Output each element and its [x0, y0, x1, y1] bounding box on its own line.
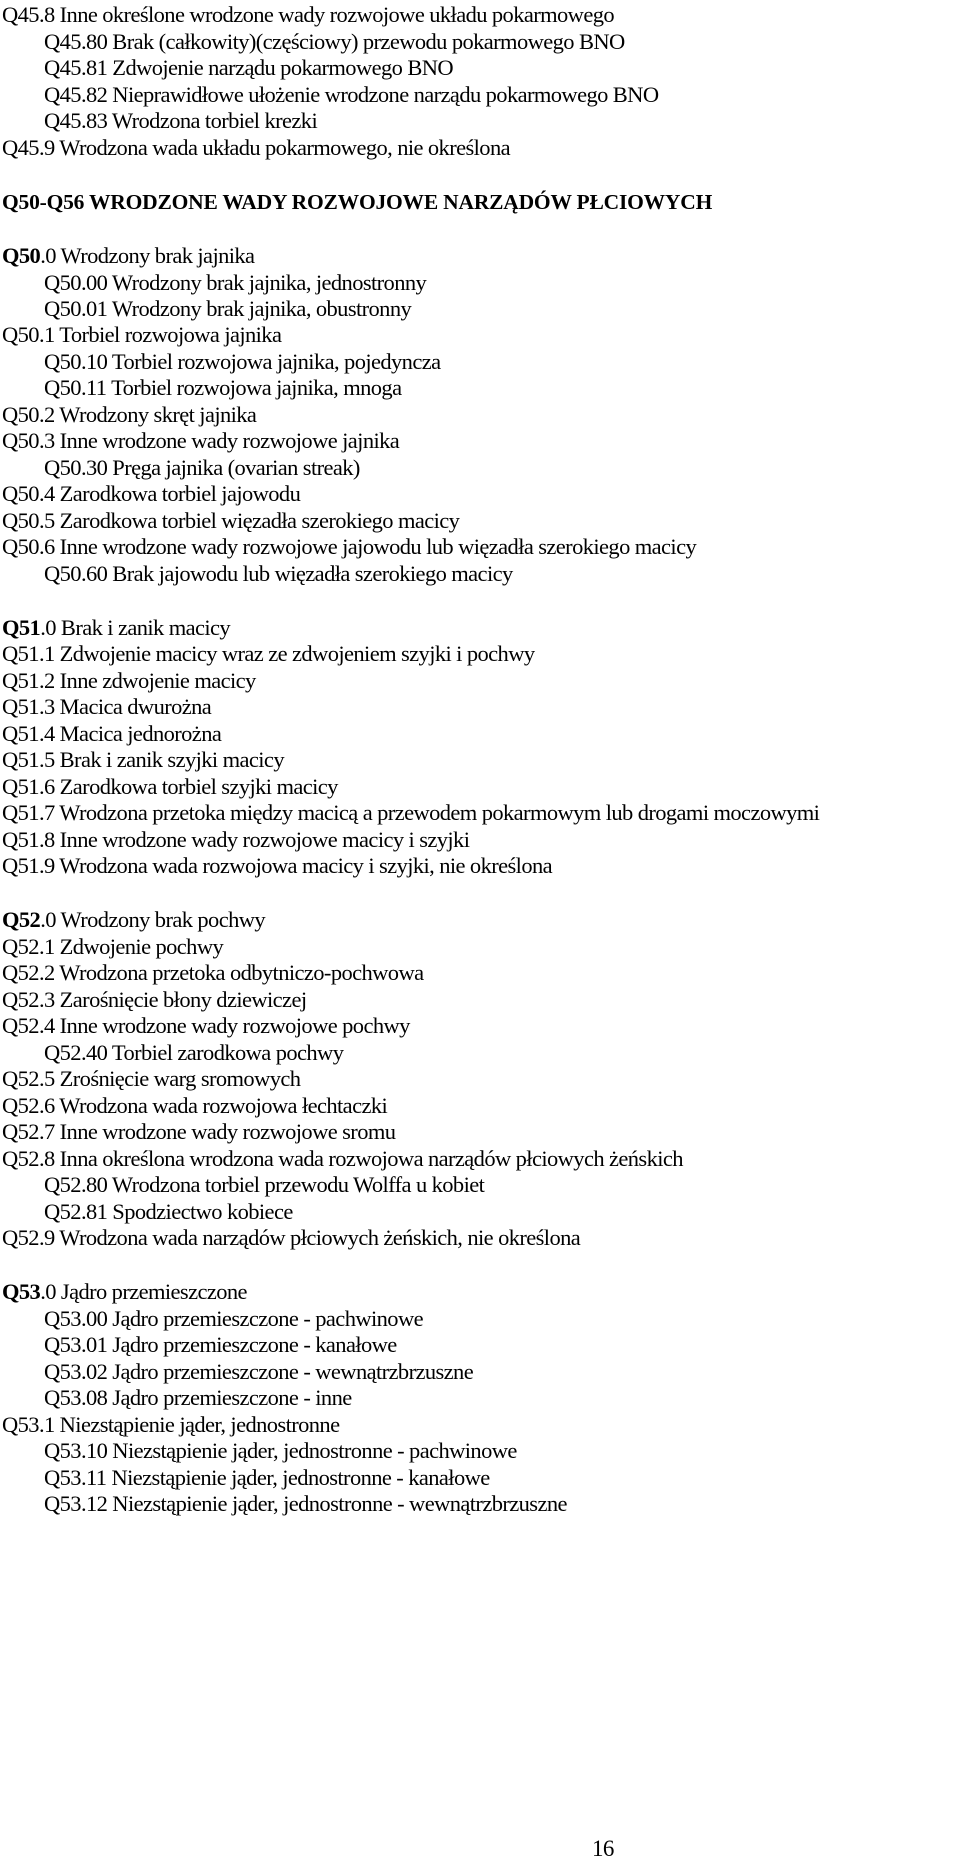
entry-code: Q50.11	[44, 375, 107, 400]
entry-code: Q50.5	[2, 508, 55, 533]
entry-description: Spodziectwo kobiece	[107, 1199, 293, 1224]
entry-code: Q53.12	[44, 1491, 108, 1516]
entry-description: Zdwojenie macicy wraz ze zdwojeniem szyjki i pochwy	[54, 641, 535, 666]
entry-code: Q50.30	[44, 455, 108, 480]
entry-code: Q53.1	[2, 1412, 55, 1437]
entry-code: Q53.08	[44, 1385, 108, 1410]
entry-description: Wrodzona torbiel krezki	[107, 108, 318, 133]
subcode-entry	[44, 373, 401, 403]
entry-code: Q52.6	[2, 1093, 55, 1118]
entry-code: Q51.8	[2, 827, 55, 852]
entry-code: Q51.7	[2, 800, 55, 825]
entry-description: Torbiel rozwojowa jajnika, mnoga	[106, 375, 402, 400]
entry-code: Q45.83	[44, 108, 108, 133]
entry-code: Q50.00	[44, 270, 108, 295]
entry-description: Brak i zanik macicy	[55, 615, 231, 640]
entry-description: Brak (całkowity)(częściowy) przewodu pokarmowego BNO	[107, 29, 625, 54]
code-entry	[2, 1117, 395, 1147]
code-entry	[2, 1011, 410, 1041]
code-entry	[2, 0, 614, 30]
entry-code: Q53.11	[44, 1465, 107, 1490]
entry-description: Jądro przemieszczone - wewnątrzbrzuszne	[107, 1359, 474, 1384]
entry-code: Q52.3	[2, 987, 55, 1012]
entry-description: Wrodzona wada układu pokarmowego, nie określona	[54, 135, 510, 160]
entry-code: Q53.00	[44, 1306, 108, 1331]
entry-description: Brak i zanik szyjki macicy	[54, 747, 284, 772]
code-entry	[2, 905, 265, 935]
entry-code: Q50.01	[44, 296, 108, 321]
entry-code: Q52.7	[2, 1119, 55, 1144]
entry-description: Zdwojenie pochwy	[54, 934, 224, 959]
entry-code: Q52.1	[2, 934, 55, 959]
entry-description: Wrodzony skręt jajnika	[54, 402, 257, 427]
entry-code: Q50.4	[2, 481, 55, 506]
entry-description: Inne wrodzone wady rozwojowe sromu	[54, 1119, 396, 1144]
entry-description: Wrodzona przetoka między macicą a przewodem pokarmowym lub drogami moczowymi	[54, 800, 820, 825]
subcode-entry	[44, 1489, 567, 1519]
section-heading: Q50-Q56 WRODZONE WADY ROZWOJOWE NARZĄDÓW PŁCIOWYCH	[2, 190, 713, 214]
entry-description: Jądro przemieszczone - kanałowe	[107, 1332, 397, 1357]
entry-code: Q52.9	[2, 1225, 55, 1250]
entry-code: Q51.9	[2, 853, 55, 878]
entry-code: Q50	[2, 243, 41, 268]
entry-code: Q51.2	[2, 668, 55, 693]
code-entry	[2, 1064, 300, 1094]
entry-code-suffix: .0	[40, 243, 56, 268]
entry-description: Wrodzona wada rozwojowa macicy i szyjki, nie określona	[54, 853, 553, 878]
entry-description: Inne wrodzone wady rozwojowe jajnika	[54, 428, 400, 453]
entry-description: Wrodzony brak pochwy	[55, 907, 266, 932]
entry-description: Zarośnięcie błony dziewiczej	[54, 987, 307, 1012]
entry-description: Pręga jajnika (ovarian streak)	[107, 455, 360, 480]
entry-description: Zarodkowa torbiel jajowodu	[54, 481, 301, 506]
subcode-entry	[44, 559, 513, 589]
entry-description: Inne zdwojenie macicy	[54, 668, 256, 693]
entry-code: Q52.81	[44, 1199, 108, 1224]
entry-description: Niezstąpienie jąder, jednostronne - kanałowe	[106, 1465, 490, 1490]
entry-code: Q51.1	[2, 641, 55, 666]
entry-description: Niezstąpienie jąder, jednostronne - wewnątrzbrzuszne	[107, 1491, 567, 1516]
code-entry	[2, 241, 254, 271]
entry-description: Jądro przemieszczone - inne	[107, 1385, 352, 1410]
entry-code: Q45.80	[44, 29, 108, 54]
code-entry	[2, 532, 696, 562]
entry-code: Q52.5	[2, 1066, 55, 1091]
entry-code: Q45.9	[2, 135, 55, 160]
entry-description: Inne określone wrodzone wady rozwojowe układu pokarmowego	[54, 2, 615, 27]
entry-code: Q45.82	[44, 82, 108, 107]
entry-description: Wrodzony brak jajnika	[55, 243, 255, 268]
entry-description: Inna określona wrodzona wada rozwojowa narządów płciowych żeńskich	[54, 1146, 683, 1171]
entry-code-suffix: .0	[40, 907, 56, 932]
entry-description: Macica dwurożna	[54, 694, 212, 719]
entry-description: Wrodzona torbiel przewodu Wolffa u kobiet	[107, 1172, 485, 1197]
entry-description: Torbiel zarodkowa pochwy	[107, 1040, 344, 1065]
entry-code: Q52.4	[2, 1013, 55, 1038]
entry-description: Inne wrodzone wady rozwojowe pochwy	[54, 1013, 410, 1038]
code-entry	[2, 1223, 580, 1253]
entry-description: Zdwojenie narządu pokarmowego BNO	[107, 55, 454, 80]
code-entry	[2, 745, 284, 775]
entry-description: Brak jajowodu lub więzadła szerokiego macicy	[107, 561, 513, 586]
code-entry	[2, 133, 510, 163]
code-entry	[2, 692, 211, 722]
entry-code: Q53.02	[44, 1359, 108, 1384]
entry-description: Wrodzony brak jajnika, obustronny	[107, 296, 412, 321]
entry-description: Wrodzony brak jajnika, jednostronny	[107, 270, 427, 295]
entry-code: Q52.8	[2, 1146, 55, 1171]
entry-description: Wrodzona przetoka odbytniczo-pochwowa	[54, 960, 424, 985]
entry-code-suffix: .0	[40, 1279, 56, 1304]
entry-code: Q53.10	[44, 1438, 108, 1463]
entry-description: Jądro przemieszczone - pachwinowe	[107, 1306, 423, 1331]
entry-description: Zarodkowa torbiel więzadła szerokiego macicy	[54, 508, 460, 533]
subcode-entry	[44, 1383, 352, 1413]
entry-code: Q45.81	[44, 55, 108, 80]
entry-code: Q50.6	[2, 534, 55, 559]
entry-description: Wrodzona wada rozwojowa łechtaczki	[54, 1093, 388, 1118]
entry-description: Niezstąpienie jąder, jednostronne - pachwinowe	[107, 1438, 517, 1463]
entry-description: Inne wrodzone wady rozwojowe jajowodu lub więzadła szerokiego macicy	[54, 534, 697, 559]
entry-code: Q50.3	[2, 428, 55, 453]
entry-code: Q53	[2, 1279, 41, 1304]
code-entry	[2, 851, 552, 881]
entry-description: Macica jednorożna	[54, 721, 222, 746]
entry-description: Wrodzona wada narządów płciowych żeńskich, nie określona	[54, 1225, 581, 1250]
code-entry	[2, 426, 399, 456]
entry-code: Q50.2	[2, 402, 55, 427]
code-entry	[2, 320, 281, 350]
entry-code: Q50.10	[44, 349, 108, 374]
page-number: 16	[592, 1836, 614, 1861]
entry-code-suffix: .0	[40, 615, 56, 640]
entry-code: Q51.5	[2, 747, 55, 772]
entry-code: Q51.6	[2, 774, 55, 799]
entry-code: Q50.1	[2, 322, 55, 347]
entry-code: Q52.80	[44, 1172, 108, 1197]
entry-code: Q52.40	[44, 1040, 108, 1065]
entry-description: Torbiel rozwojowa jajnika, pojedyncza	[107, 349, 441, 374]
subcode-entry	[44, 53, 453, 83]
entry-description: Inne wrodzone wady rozwojowe macicy i szyjki	[54, 827, 470, 852]
subcode-entry	[44, 106, 317, 136]
subcode-entry	[44, 1330, 397, 1360]
code-entry	[2, 639, 535, 669]
subcode-entry	[44, 1436, 517, 1466]
code-entry	[2, 1277, 247, 1307]
entry-code: Q51	[2, 615, 41, 640]
entry-description: Torbiel rozwojowa jajnika	[54, 322, 282, 347]
entry-code: Q52.2	[2, 960, 55, 985]
subcode-entry	[44, 1170, 484, 1200]
code-entry	[2, 958, 424, 988]
entry-description: Niezstąpienie jąder, jednostronne	[54, 1412, 340, 1437]
entry-code: Q51.4	[2, 721, 55, 746]
entry-code: Q51.3	[2, 694, 55, 719]
entry-description: Zarodkowa torbiel szyjki macicy	[54, 774, 338, 799]
code-entry	[2, 798, 819, 828]
entry-description: Jądro przemieszczone	[55, 1279, 247, 1304]
entry-code: Q53.01	[44, 1332, 108, 1357]
entry-code: Q45.8	[2, 2, 55, 27]
entry-description: Zrośnięcie warg sromowych	[54, 1066, 301, 1091]
entry-description: Nieprawidłowe ułożenie wrodzone narządu pokarmowego BNO	[107, 82, 659, 107]
entry-code: Q50.60	[44, 561, 108, 586]
code-entry	[2, 479, 300, 509]
entry-code: Q52	[2, 907, 41, 932]
